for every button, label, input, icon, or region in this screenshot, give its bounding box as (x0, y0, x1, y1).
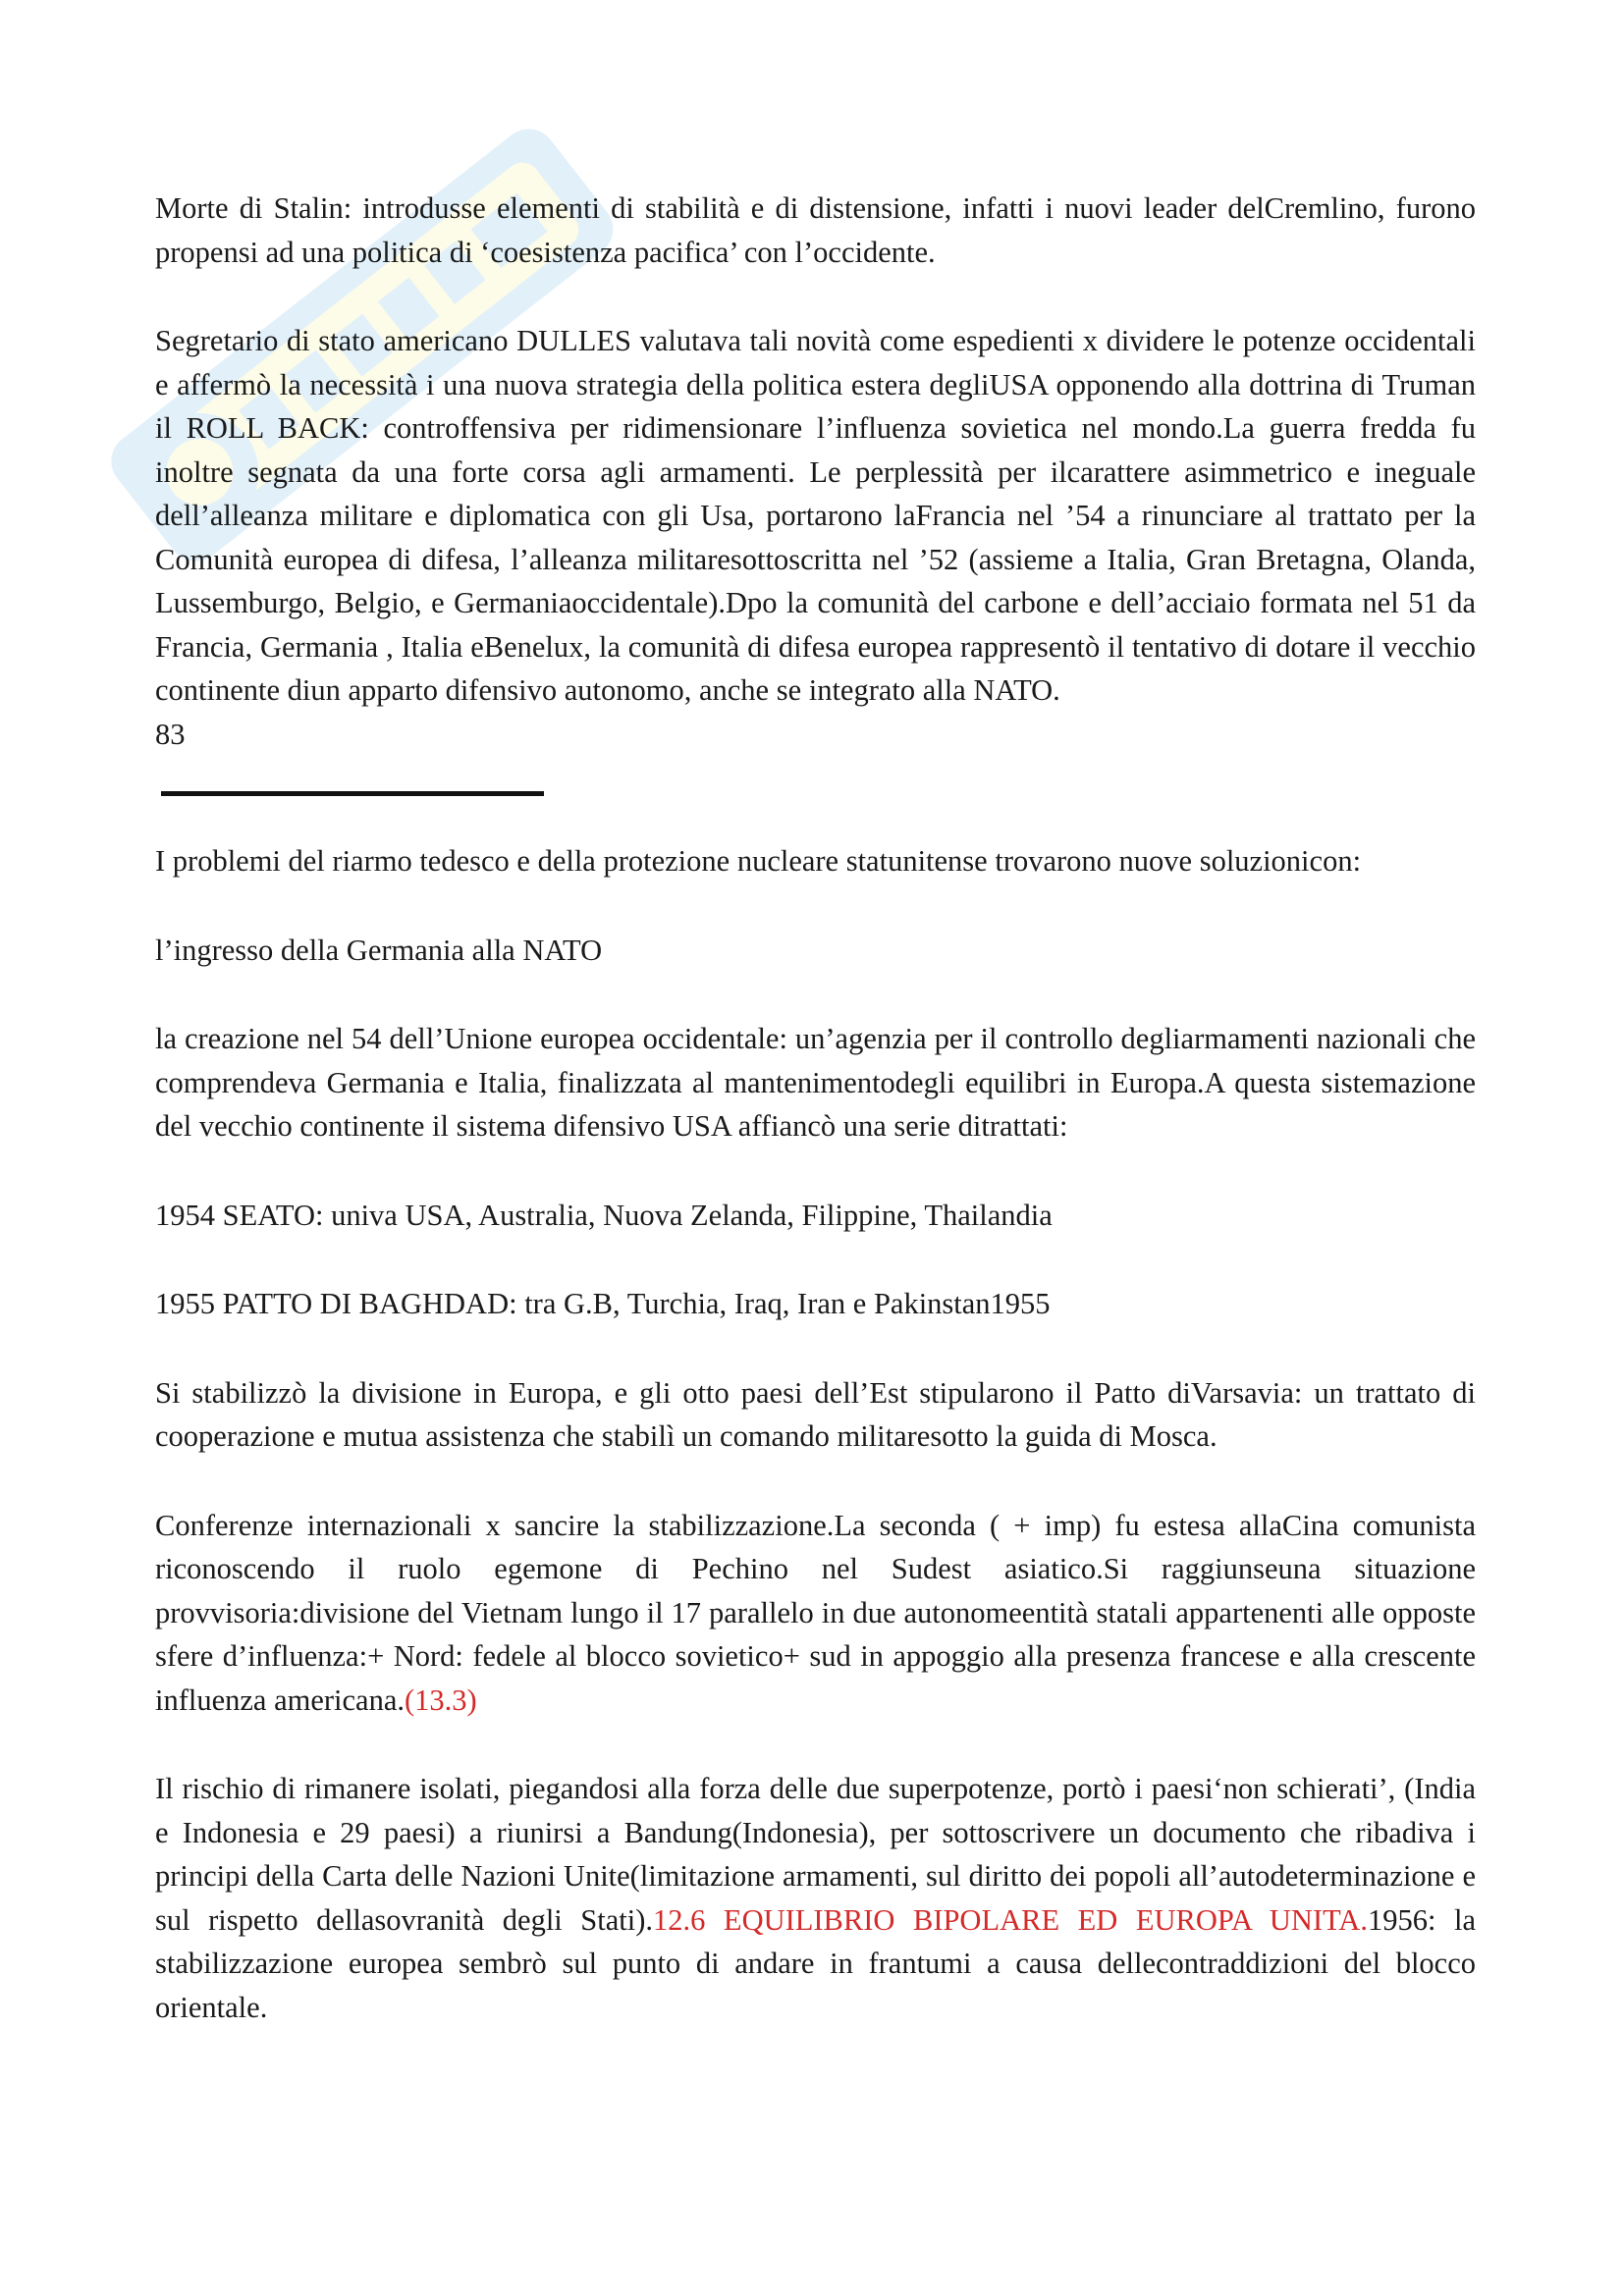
paragraph-seato: 1954 SEATO: univa USA, Australia, Nuova Zelanda, Filippine, Thailandia (155, 1198, 1053, 1232)
paragraph-baghdad: 1955 PATTO DI BAGHDAD: tra G.B, Turchia, Iraq, Iran e Pakinstan1955 (155, 1287, 1051, 1320)
paragraph-dulles: Segretario di stato americano DULLES valutava tali novità come espedienti x dividere le potenze occidentali e affermò la necessità i una nuova strategia della politica estera degliUSA opponendo alla dottrina di Truman il ROLL BACK: controffensiva per ridimensionare l’influenza sovietica nel mondo.La guerra fredda fu inoltre segnata da una forte corsa agli armamenti. Le perplessità per ilcarattere asimmetrico e ineguale dell’alleanza militare e diplomatica con gli Usa, portarono laFrancia nel ’54 a rinunciare al trattato per la Comunità europea di difesa, l’alleanza militaresottoscritta nel ’52 (assieme a Italia, Gran Bretagna, Olanda, Lussemburgo, Belgio, e Germaniaoccidentale).Dpo la comunità del carbone e dell’acciaio formata nel 51 da Francia, Germania , Italia eBenelux, la comunità di difesa europea rappresentò il tentativo di dotare il vecchio continente diun apparto difensivo autonomo, anche se integrato alla NATO. (155, 324, 1476, 707)
paragraph-warsaw-pact: Si stabilizzò la divisione in Europa, e gli otto paesi dell’Est stipularono il Patto diVarsavia: un trattato di cooperazione e mutua assistenza che stabilì un comando militaresotto la guida di Mosca. (155, 1375, 1476, 1453)
paragraph-ueo: la creazione nel 54 dell’Unione europea occidentale: un’agenzia per il controllo degliarmamenti nazionali che comprendeva Germania e Italia, finalizzata al mantenimentodegli equilibri in Europa.A questa sistemazione del vecchio continente il sistema difensivo USA affiancò una serie ditrattati: (155, 1022, 1476, 1143)
paragraph-conferences (155, 1504, 1476, 1723)
bandung-text: Il rischio di rimanere isolati, piegandosi alla forza delle due superpotenze, portò i paesi‘non schierati’, (India e Indonesia e 29 paesi) a riunirsi a Bandung(Indonesia), per sottoscrivere un documento che ribadiva i principi della Carta delle Nazioni Unite(limitazione armamenti, sul diritto dei popoli all’autodeterminazione e sul rispetto dellasovranità degli Stati). (155, 1772, 1476, 1937)
paragraph-german-rearmament: I problemi del riarmo tedesco e della protezione nucleare statunitense trovarono nuove soluzionicon: (155, 844, 1362, 878)
bandung-text-continued: 1956: la stabilizzazione europea sembrò sul punto di andare in frantumi a causa dellecontraddizioni del blocco orientale. (155, 1902, 1476, 2024)
paragraph-germany-nato: l’ingresso della Germania alla NATO (155, 933, 603, 967)
document-page (155, 187, 1476, 2029)
page-number: 83 (155, 717, 186, 751)
paragraph-bandung (155, 1767, 1476, 2029)
section-heading-link[interactable]: 12.6 EQUILIBRIO BIPOLARE ED EUROPA UNITA. (653, 1902, 1368, 1937)
conferences-text: Conferenze internazionali x sancire la stabilizzazione.La seconda ( + imp) fu estesa allaCina comunista riconoscendo il ruolo egemone di Pechino nel Sudest asiatico.Si raggiunseuna situazione provvisoria:divisione del Vietnam lungo il 17 parallelo in due autonomeentità statali appartenenti alle opposte sfere d’influenza:+ Nord: fedele al blocco sovietico+ sud in appoggio alla presenza francese e alla crescente influenza americana. (155, 1508, 1476, 1717)
section-reference-link[interactable]: (13.3) (405, 1682, 477, 1717)
paragraph-stalin-death: Morte di Stalin: introdusse elementi di stabilità e di distensione, infatti i nuovi leader delCremlino, furono propensi ad una politica di ‘coesistenza pacifica’ con l’occidente. (155, 191, 1476, 269)
